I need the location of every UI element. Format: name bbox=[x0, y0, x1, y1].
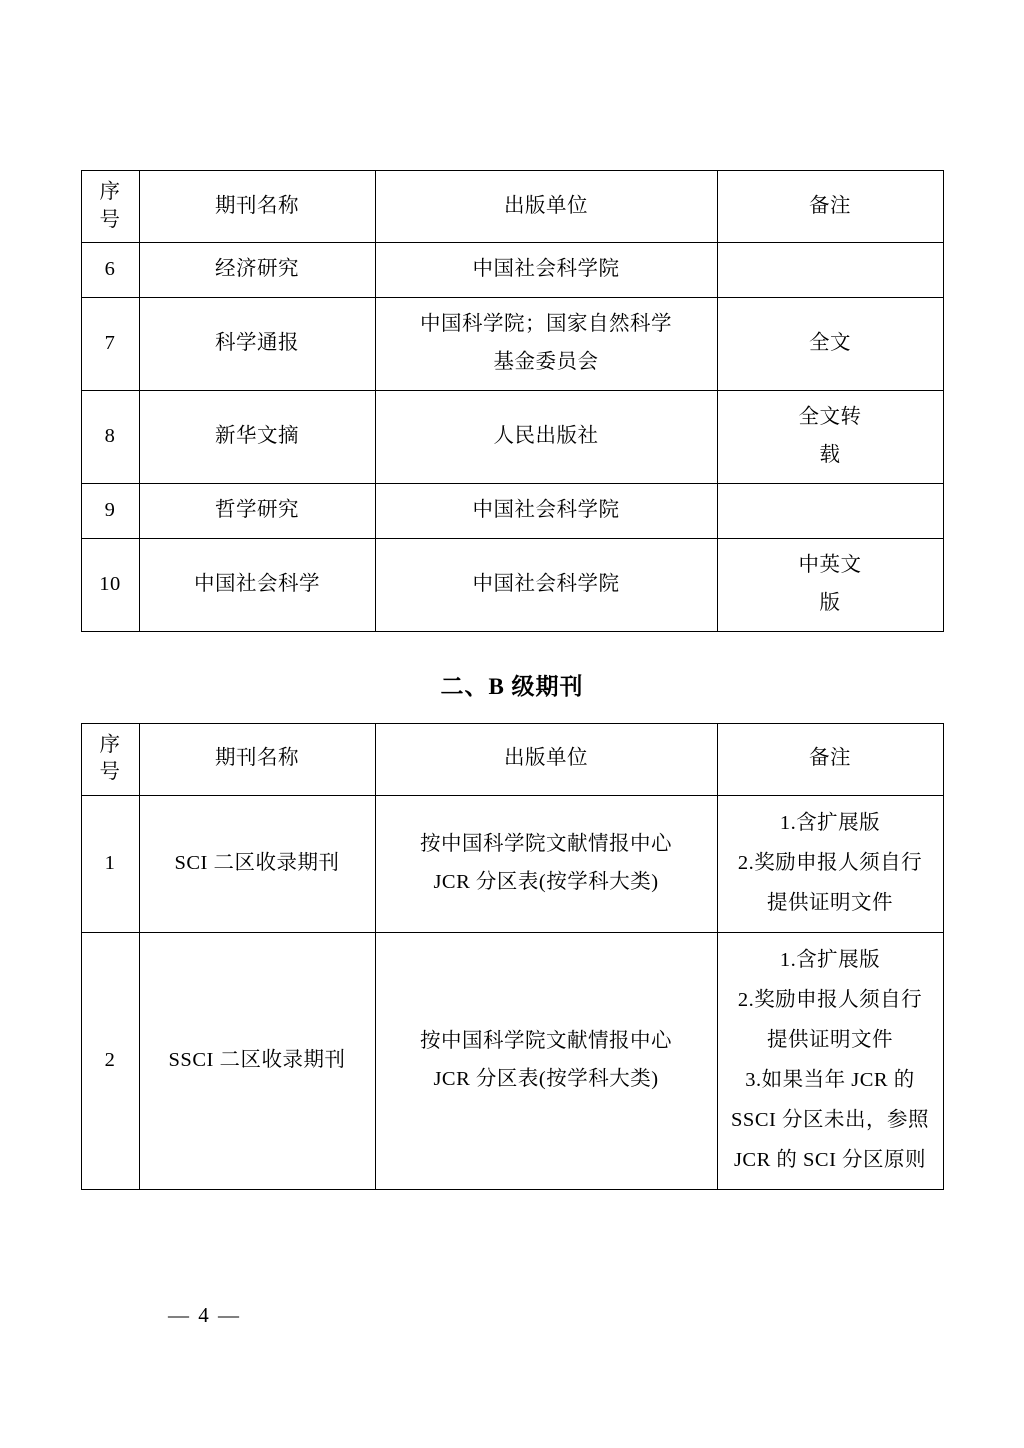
cell-no: 2 bbox=[81, 932, 139, 1189]
cell-note-line: 版 bbox=[819, 591, 841, 614]
cell-publisher-line: 中国科学院；国家自然科学 bbox=[420, 313, 672, 336]
table-b-level-journals bbox=[81, 723, 944, 1190]
cell-no: 10 bbox=[81, 538, 139, 631]
cell-note-line: 3.如果当年 JCR 的 bbox=[745, 1068, 915, 1091]
cell-note bbox=[717, 483, 943, 538]
section-title-b-level: 二、B 级期刊 bbox=[440, 673, 584, 699]
table-row bbox=[81, 243, 943, 298]
column-header-no-line1: 序 bbox=[99, 733, 121, 756]
page-number: — 4 — bbox=[168, 1303, 241, 1327]
cell-note-line: 2.奖励申报人须自行 bbox=[737, 988, 923, 1011]
cell-publisher-line: 按中国科学院文献情报中心 bbox=[420, 833, 672, 856]
cell-journal-name: 中国社会科学 bbox=[139, 538, 375, 631]
cell-no: 7 bbox=[81, 298, 139, 391]
cell-note-line: 提供证明文件 bbox=[767, 1028, 893, 1051]
cell-no: 1 bbox=[81, 796, 139, 933]
table-row bbox=[81, 483, 943, 538]
column-header-name: 期刊名称 bbox=[139, 171, 375, 243]
table-row bbox=[81, 932, 943, 1189]
cell-note-line: 载 bbox=[819, 444, 841, 467]
cell-journal-name: SSCI 二区收录期刊 bbox=[139, 932, 375, 1189]
table-a-level-journals bbox=[81, 170, 944, 632]
column-header-no-line2: 号 bbox=[99, 761, 121, 784]
cell-note-line: JCR 的 SCI 分区原则 bbox=[733, 1148, 927, 1171]
cell-publisher-line: JCR 分区表(按学科大类) bbox=[433, 871, 659, 894]
cell-note-line: 2.奖励申报人须自行 bbox=[737, 852, 923, 875]
column-header-note: 备注 bbox=[717, 171, 943, 243]
column-header-no-line1: 序 bbox=[99, 181, 121, 203]
table-row bbox=[81, 298, 943, 391]
cell-note bbox=[717, 796, 943, 933]
cell-publisher bbox=[375, 932, 717, 1189]
table-header-row bbox=[81, 171, 943, 243]
cell-publisher-line: 按中国科学院文献情报中心 bbox=[420, 1029, 672, 1052]
cell-journal-name: SCI 二区收录期刊 bbox=[139, 796, 375, 933]
cell-note-line: 1.含扩展版 bbox=[779, 948, 881, 971]
cell-journal-name: 经济研究 bbox=[139, 243, 375, 298]
cell-journal-name: 新华文摘 bbox=[139, 391, 375, 484]
cell-note-line: SSCI 分区未出，参照 bbox=[731, 1108, 929, 1131]
cell-note bbox=[717, 298, 943, 391]
cell-note-line: 中英文 bbox=[798, 553, 862, 576]
cell-note-line: 全文转 bbox=[798, 406, 862, 429]
column-header-publisher: 出版单位 bbox=[375, 171, 717, 243]
cell-publisher bbox=[375, 243, 717, 298]
column-header-no-line2: 号 bbox=[99, 208, 121, 231]
table-row bbox=[81, 796, 943, 933]
cell-note bbox=[717, 391, 943, 484]
cell-journal-name: 科学通报 bbox=[139, 298, 375, 391]
cell-publisher bbox=[375, 391, 717, 484]
column-header-publisher: 出版单位 bbox=[375, 723, 717, 795]
cell-no: 8 bbox=[81, 391, 139, 484]
cell-publisher-line: 基金委员会 bbox=[493, 351, 599, 374]
column-header-name: 期刊名称 bbox=[139, 723, 375, 795]
column-header-no bbox=[81, 723, 139, 795]
table-row bbox=[81, 538, 943, 631]
column-header-no bbox=[81, 171, 139, 243]
cell-publisher bbox=[375, 483, 717, 538]
cell-note bbox=[717, 538, 943, 631]
table-header-row bbox=[81, 723, 943, 795]
cell-note-line: 全文 bbox=[809, 332, 851, 355]
cell-publisher-line: JCR 分区表(按学科大类) bbox=[433, 1067, 659, 1090]
cell-note bbox=[717, 243, 943, 298]
cell-publisher bbox=[375, 796, 717, 933]
cell-publisher bbox=[375, 538, 717, 631]
cell-publisher bbox=[375, 298, 717, 391]
cell-publisher-line: 中国社会科学院 bbox=[472, 258, 620, 281]
cell-note-line: 提供证明文件 bbox=[767, 892, 893, 914]
cell-publisher-line: 中国社会科学院 bbox=[472, 498, 620, 521]
cell-journal-name: 哲学研究 bbox=[139, 483, 375, 538]
cell-note bbox=[717, 932, 943, 1189]
cell-no: 9 bbox=[81, 483, 139, 538]
table-row bbox=[81, 391, 943, 484]
cell-note-line: 1.含扩展版 bbox=[779, 812, 881, 835]
column-header-note: 备注 bbox=[717, 723, 943, 795]
cell-no: 6 bbox=[81, 243, 139, 298]
cell-publisher-line: 中国社会科学院 bbox=[472, 572, 620, 595]
cell-publisher-line: 人民出版社 bbox=[493, 425, 599, 448]
